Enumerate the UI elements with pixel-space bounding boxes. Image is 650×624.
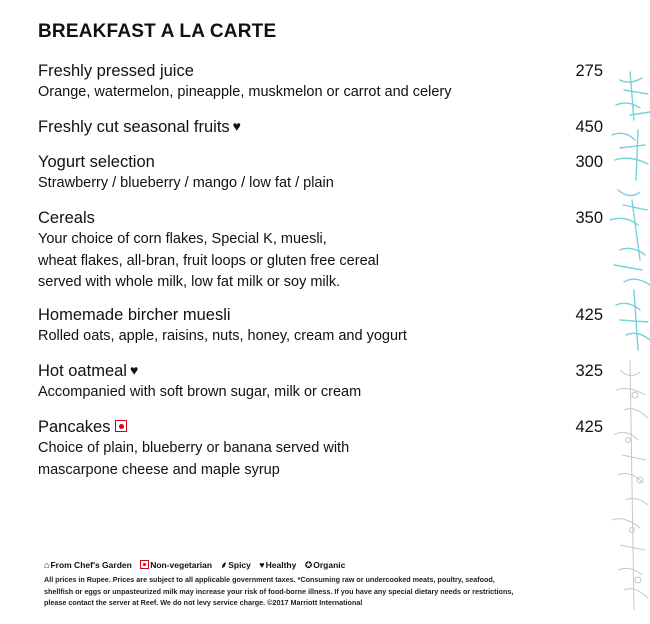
item-price: 300 — [575, 153, 603, 171]
item-name: Cereals — [38, 209, 95, 227]
legend-label: Organic — [313, 560, 346, 570]
item-price: 425 — [575, 418, 603, 436]
fine-print-line: please contact the server at Reef. We do not levy service charge. ©2017 Marriott International — [44, 598, 363, 607]
legend-label: Non-vegetarian — [150, 560, 213, 570]
house-icon: ⌂ — [44, 560, 50, 570]
dietary-legend — [44, 558, 351, 571]
item-price: 275 — [575, 62, 603, 80]
menu-item-juice — [38, 60, 603, 104]
coral-gray-strokes — [612, 360, 648, 610]
organic-icon: ✪ — [304, 560, 313, 570]
menu-title: BREAKFAST A LA CARTE — [38, 21, 277, 42]
non-veg-icon — [140, 560, 149, 569]
menu-item-fruits — [38, 116, 603, 138]
item-name: Homemade bircher muesli — [38, 306, 231, 324]
item-name: Hot oatmeal — [38, 362, 127, 380]
fine-print — [44, 574, 564, 609]
non-veg-icon — [115, 420, 127, 432]
legend-label: From Chef's Garden — [50, 560, 132, 570]
legend-label: Spicy — [228, 560, 251, 570]
item-desc: served with whole milk, low fat milk or soy milk. — [38, 274, 341, 290]
item-name: Freshly cut seasonal fruits — [38, 118, 230, 136]
chili-icon: ⸙ — [220, 560, 228, 570]
legend-label: Healthy — [265, 560, 297, 570]
legend-non-veg — [140, 560, 212, 570]
coral-decoration — [590, 60, 650, 624]
item-name: Freshly pressed juice — [38, 62, 194, 80]
item-desc: Orange, watermelon, pineapple, muskmelon or carrot and celery — [38, 84, 452, 100]
item-price: 350 — [575, 209, 603, 227]
item-desc: Accompanied with soft brown sugar, milk or cream — [38, 384, 362, 400]
item-desc: Your choice of corn flakes, Special K, muesli, — [38, 231, 327, 247]
item-name: Yogurt selection — [38, 153, 155, 171]
fine-print-line: All prices in Rupee. Prices are subject to all applicable government taxes. *Consuming raw or undercooked meats, poultry, seafood, — [44, 575, 495, 584]
item-desc: Rolled oats, apple, raisins, nuts, honey, cream and yogurt — [38, 328, 407, 344]
item-desc: wheat flakes, all-bran, fruit loops or gluten free cereal — [38, 252, 379, 269]
legend-chefs-garden — [44, 560, 132, 570]
menu-item-yogurt — [38, 151, 603, 195]
fine-print-line: shellfish or eggs or unpasteurized milk may increase your risk of food-borne illness. If you have any special dietary needs or restrictions, — [44, 586, 514, 596]
menu-item-oatmeal — [38, 360, 603, 404]
coral-teal-strokes — [610, 72, 650, 350]
menu-item-cereals — [38, 207, 603, 294]
menu-item-pancakes — [38, 416, 603, 481]
item-desc: mascarpone cheese and maple syrup — [38, 461, 280, 478]
item-price: 425 — [575, 306, 603, 324]
healthy-heart-icon: ♥ — [129, 362, 139, 378]
healthy-heart-icon: ♥ — [232, 118, 241, 134]
heart-icon: ♥ — [259, 560, 265, 570]
item-desc: Strawberry / blueberry / mango / low fat / plain — [38, 175, 334, 191]
legend-organic — [305, 560, 346, 571]
menu-item-bircher-muesli — [38, 304, 603, 348]
item-price: 450 — [575, 118, 603, 136]
legend-healthy — [259, 560, 296, 570]
legend-spicy — [220, 558, 250, 571]
item-name: Pancakes — [38, 418, 111, 436]
item-price: 325 — [575, 362, 603, 380]
item-desc: Choice of plain, blueberry or banana served with — [38, 440, 350, 456]
